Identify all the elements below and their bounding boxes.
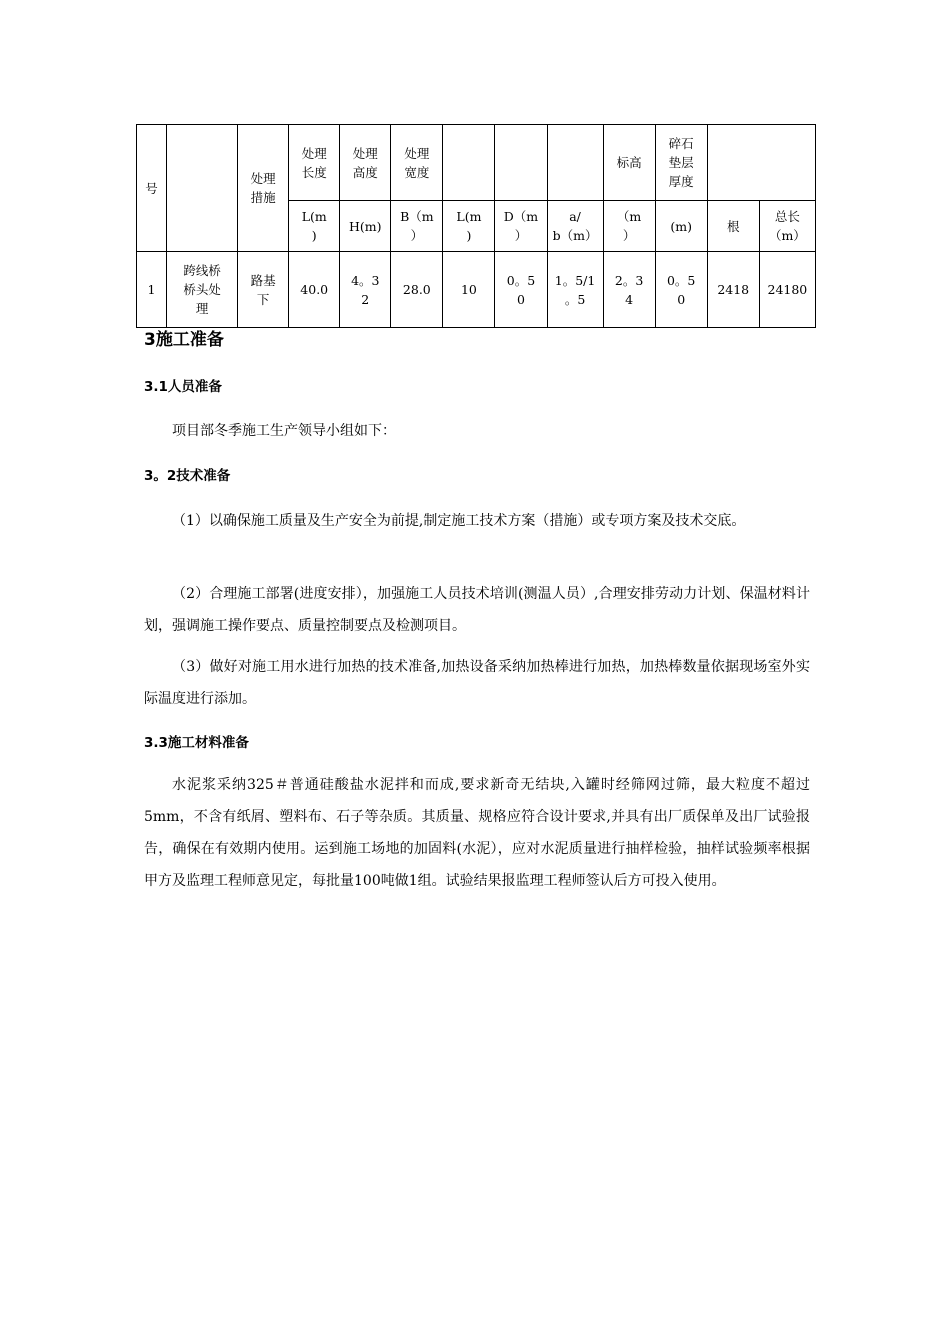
section-3-1-title: 3.1人员准备	[144, 379, 222, 395]
table-cell: 1	[137, 252, 167, 328]
section-3-3-title: 3.3施工材料准备	[144, 735, 249, 751]
table-cell: 2。3 4	[603, 252, 655, 328]
unit-cell: 根	[707, 201, 759, 252]
unit-cell: （m ）	[603, 201, 655, 252]
table-row	[137, 252, 816, 328]
table-cell: 1。5/1 。5	[547, 252, 603, 328]
paragraph: （2）合理施工部署(进度安排），加强施工人员技术培训(测温人员）,合理安排劳动力计划、保温材料计划，强调施工操作要点、质量控制要点及检测项目。	[144, 586, 810, 634]
table-cell: 2418	[707, 252, 759, 328]
spec-table	[136, 124, 816, 328]
table-cell: 0。5 0	[495, 252, 547, 328]
header-blank	[707, 125, 815, 201]
table-cell: 40.0	[289, 252, 340, 328]
table-cell: 路基 下	[238, 252, 289, 328]
unit-cell: (m)	[655, 201, 707, 252]
paragraph: 项目部冬季施工生产领导小组如下：	[172, 423, 396, 439]
header-height: 处理 高度	[340, 125, 391, 201]
paragraph: 水泥浆采纳325＃普通硅酸盐水泥拌和而成,要求新奇无结块,入罐时经筛网过筛，最大粒度不超过5mm，不含有纸屑、塑料布、石子等杂质。其质量、规格应符合设计要求,并具有出厂质保单及出厂试验报告，确保在有效期内使用。运到施工场地的加固料(水泥），应对水泥质量进行抽样检验，抽样试验频率根据甲方及监理工程师意见定，每批量100吨做1组。试验结果报监理工程师签认后方可投入使用。	[144, 777, 810, 889]
unit-cell: L(m )	[443, 201, 495, 252]
header-blank	[443, 125, 495, 201]
table-cell: 28.0	[391, 252, 443, 328]
header-blank	[167, 125, 238, 252]
section-3-title: 3施工准备	[144, 330, 224, 350]
unit-cell: L(m )	[289, 201, 340, 252]
unit-cell: H(m)	[340, 201, 391, 252]
table-cell: 24180	[759, 252, 815, 328]
header-width: 处理 宽度	[391, 125, 443, 201]
header-treatment: 处理 措施	[238, 125, 289, 252]
paragraph: （3）做好对施工用水进行加热的技术准备,加热设备采纳加热棒进行加热，加热棒数量依据现场室外实际温度进行添加。	[144, 659, 810, 707]
section-3-2-title: 3。2技术准备	[144, 468, 231, 484]
table-cell: 10	[443, 252, 495, 328]
table-cell: 4。3 2	[340, 252, 391, 328]
unit-cell: B（m ）	[391, 201, 443, 252]
unit-cell: 总长 （m）	[759, 201, 815, 252]
table-cell: 跨线桥 桥头处 理	[167, 252, 238, 328]
table-header-row	[137, 125, 816, 201]
paragraph: （1）以确保施工质量及生产安全为前提,制定施工技术方案（措施）或专项方案及技术交底。	[172, 513, 746, 529]
unit-cell: D（m ）	[495, 201, 547, 252]
header-blank	[547, 125, 603, 201]
header-blank	[495, 125, 547, 201]
header-no: 号	[137, 125, 167, 252]
header-elevation: 标高	[603, 125, 655, 201]
header-length: 处理 长度	[289, 125, 340, 201]
table-cell: 0。5 0	[655, 252, 707, 328]
header-gravel-thickness: 碎石 垫层 厚度	[655, 125, 707, 201]
unit-cell: a/ b（m）	[547, 201, 603, 252]
